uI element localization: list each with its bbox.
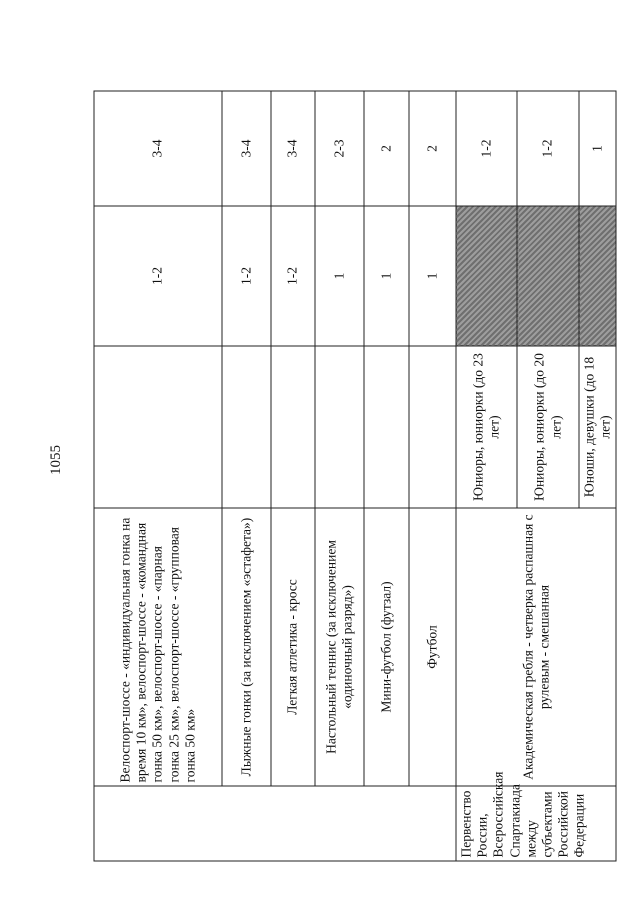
rotated-table-wrapper <box>94 91 613 861</box>
age-cell <box>409 346 456 508</box>
age-cell: Юноши, девушки (до 18 лет) <box>579 346 616 508</box>
age-cell <box>364 346 409 508</box>
place-cell: 1-2 <box>222 206 271 346</box>
age-cell <box>94 346 222 508</box>
place-cell: 1 <box>364 206 409 346</box>
place-cell: 1-2 <box>94 206 222 346</box>
place-cell: 3-4 <box>222 91 271 206</box>
place-cell: 1 <box>409 206 456 346</box>
place-cell: 3-4 <box>271 91 315 206</box>
age-cell <box>222 346 271 508</box>
discipline-cell: Настольный теннис (за исключением «одиночный разряд») <box>315 508 364 786</box>
table-row <box>271 91 315 861</box>
place-cell: 1 <box>315 206 364 346</box>
competition-cell: Первенство России, Всероссийская Спартакиада между субъектами Российской Федерации <box>456 786 616 861</box>
discipline-cell: Мини-футбол (футзал) <box>364 508 409 786</box>
discipline-cell: Академическая гребля - четверка распашная с рулевым - смешанная <box>456 508 616 786</box>
place-cell: 2-3 <box>315 91 364 206</box>
discipline-cell: Лыжные гонки (за исключением «эстафета») <box>222 508 271 786</box>
place-cell: 1-2 <box>517 91 579 206</box>
age-cell <box>271 346 315 508</box>
place-cell: 1-2 <box>271 206 315 346</box>
redacted-cell <box>579 206 616 346</box>
place-cell: 2 <box>364 91 409 206</box>
discipline-cell: Футбол <box>409 508 456 786</box>
table-row <box>94 91 222 861</box>
age-cell: Юниоры, юниорки (до 23 лет) <box>456 346 517 508</box>
empty-competition-cell <box>94 786 456 861</box>
redacted-cell <box>456 206 517 346</box>
sports-table <box>94 90 617 861</box>
place-cell: 2 <box>409 91 456 206</box>
age-cell: Юниоры, юниорки (до 20 лет) <box>517 346 579 508</box>
redacted-cell <box>517 206 579 346</box>
place-cell: 3-4 <box>94 91 222 206</box>
discipline-cell: Легкая атлетика - кросс <box>271 508 315 786</box>
table-row <box>222 91 271 861</box>
table-row <box>364 91 409 861</box>
age-cell <box>315 346 364 508</box>
table-row <box>409 91 456 861</box>
table-row <box>456 91 517 861</box>
table-row <box>315 91 364 861</box>
place-cell: 1 <box>579 91 616 206</box>
page-number: 1055 <box>48 445 64 475</box>
place-cell: 1-2 <box>456 91 517 206</box>
discipline-cell: Велоспорт-шоссе - «индивидуальная гонка на время 10 км», велоспорт-шоссе - «командная гонка 50 км», велоспорт-шоссе - «парная гонка 25 км», велоспорт-шоссе - «групповая гонка 50 км» <box>94 508 222 786</box>
